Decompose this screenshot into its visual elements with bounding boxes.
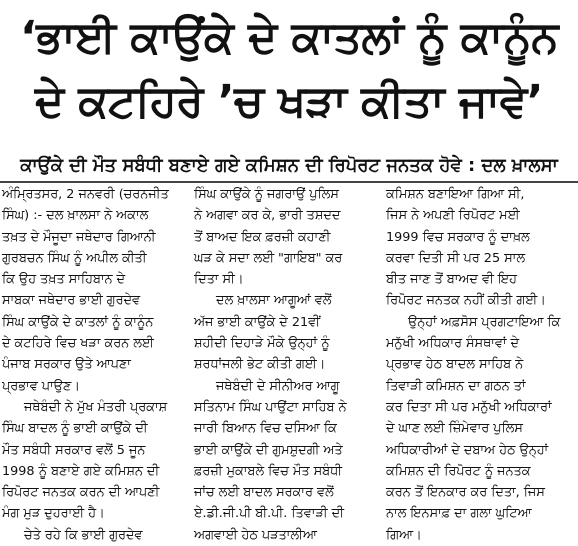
article-columns <box>2 184 576 543</box>
article-line: 1998 ਨੂੰ ਬਣਾਏ ਗਏ ਕਮਿਸ਼ਨ ਦੀ <box>2 463 160 479</box>
article-line: ਸਿੰਘ ਕਾਉਂਕੇ ਨੂੰ ਜਗਰਾਉਂ ਪੁਲਿਸ <box>194 187 339 202</box>
article-line: ਦਿਤਾ ਸੀ। <box>194 272 244 288</box>
article-line: ਨੇ ਅਗਵਾ ਕਰ ਕੇ, ਭਾਰੀ ਤਸ਼ਦਦ <box>194 208 341 224</box>
article-line: ਉਨ੍ਹਾਂ ਅਫ਼ਸੋਸ ਪ੍ਰਗਟਾਇਆ ਕਿ <box>408 314 561 330</box>
article-line: ਅਧਿਕਾਰੀਆਂ ਦੇ ਦਬਾਅ ਹੇਠ ਉਨ੍ਹਾਂ <box>386 442 549 458</box>
article-line: ਕਰਵਾ ਦਿਤੀ ਸੀ ਪਰ 25 ਸਾਲ <box>386 250 525 266</box>
headline-line-1: ‘ਭਾਈ ਕਾਉਂਕੇ ਦੇ ਕਾਤਲਾਂ ਨੂੰ ਕਾਨੂੰਨ <box>20 12 558 63</box>
article-column-3 <box>386 184 575 546</box>
article-line: ਕਰ ਦਿਤਾ ਸੀ ਪਰ ਮਨੁੱਖੀ ਅਧਿਕਾਰਾਂ <box>386 399 552 415</box>
article-column-1 <box>2 184 191 546</box>
article-line: ਦੇ ਕਟਹਿਰੇ ਵਿਚ ਖੜਾ ਕਰਨ ਲਈ <box>2 336 154 352</box>
article-line: ਕਰਨ ਤੋਂ ਇਨਕਾਰ ਕਰ ਦਿਤਾ, ਜਿਸ <box>386 485 545 501</box>
article-line: ਗਿਆ। <box>386 527 422 543</box>
article-line: ਮੌਤ ਸਬੰਧੀ ਸਰਕਾਰ ਵਲੋਂ 5 ਜੂਨ <box>2 442 146 458</box>
article-line: ਸਿੰਘ) :- ਦਲ ਖ਼ਾਲਸਾ ਨੇ ਅਕਾਲ <box>2 208 149 224</box>
article-line: ਏ.ਡੀ.ਜੀ.ਪੀ ਬੀ.ਪੀ. ਤਿਵਾੜੀ ਦੀ <box>194 506 344 522</box>
article-line: ਰਿਪੋਰਟ ਜਨਤਕ ਕਰਨ ਦੀ ਆਪਣੀ <box>2 485 160 501</box>
article-line: ਮਨੁੱਖੀ ਅਧਿਕਾਰ ਸੰਸਥਾਵਾਂ ਦੇ <box>386 336 520 352</box>
article-line: ਤੋਂ ਬਾਅਦ ਇਕ ਫ਼ਰਜ਼ੀ ਕਹਾਣੀ <box>194 229 331 245</box>
article-line: ਪ੍ਰਭਾਵ ਪਾਉਣ। <box>2 378 80 394</box>
article-line: ਕਮਿਸ਼ਨ ਬਣਾਇਆ ਗਿਆ ਸੀ, <box>386 187 525 202</box>
article-line: ਕਮਿਸ਼ਨ ਦੀ ਰਿਪੋਰਟ ਨੂੰ ਜਨਤਕ <box>386 463 531 479</box>
article-line: ਅੱਜ ਭਾਈ ਕਾਉਂਕੇ ਦੇ 21ਵੀਂ <box>194 314 320 330</box>
article-line: ਜਾਰੀ ਬਿਆਨ ਵਿਚ ਦਸਿਆ ਕਿ <box>194 421 337 437</box>
article-line: ਫ਼ਰਜ਼ੀ ਮੁਕਾਬਲੇ ਵਿਚ ਮੌਤ ਸਬੰਧੀ <box>194 463 343 479</box>
article-line: ਜਥੇਬੰਦੀ ਦੇ ਸੀਨੀਅਰ ਆਗੂ <box>216 378 340 394</box>
article-line: ਅੰਮ੍ਰਿਤਸਰ, 2 ਜਨਵਰੀ (ਚਰਨਜੀਤ <box>2 187 169 202</box>
article-line: ਤਿਵਾੜੀ ਕਮਿਸ਼ਨ ਦਾ ਗਠਨ ਤਾਂ <box>386 378 526 394</box>
article-line: ਸ਼ਹੀਦੀ ਦਿਹਾੜੇ ਮੌਕੇ ਉਨ੍ਹਾਂ ਨੂੰ <box>194 336 330 352</box>
article-line: ਸਤਿਨਾਮ ਸਿੰਘ ਪਾਉਂਟਾ ਸਾਹਿਬ ਨੇ <box>194 399 347 415</box>
article-line: ਜਿਸ ਨੇ ਅਪਣੀ ਰਿਪੋਰਟ ਮਈ <box>386 208 520 224</box>
divider-rule <box>0 181 578 183</box>
article-line: ਦਲ ਖ਼ਾਲਸਾ ਆਗੂਆਂ ਵਲੋਂ <box>216 293 332 309</box>
article-line: ਗੁਰਬਚਨ ਸਿੰਘ ਨੂੰ ਅਪੀਲ ਕੀਤੀ <box>2 250 147 266</box>
article-line: ਤਖ਼ਤ ਦੇ ਮੌਜੂਦਾ ਜਥੇਦਾਰ ਗਿਆਨੀ <box>2 229 156 245</box>
article-line: ਸਾਬਕਾ ਜਥੇਦਾਰ ਭਾਈ ਗੁਰਦੇਵ <box>2 293 140 309</box>
article-line: ਚੇਤੇ ਰਹੇ ਕਿ ਭਾਈ ਗੁਰਦੇਵ <box>24 527 143 543</box>
article-line: ਘੜ ਕੇ ਸਦਾ ਲਈ "ਗਾਇਬ" ਕਰ <box>194 250 343 266</box>
article-line: ਦੇ ਘਾਣ ਲਈ ਜ਼ਿੰਮੇਵਾਰ ਪੁਲਿਸ <box>386 421 523 437</box>
article-line: ਕਿ ਉਹ ਤਖ਼ਤ ਸਾਹਿਬਾਨ ਦੇ <box>2 272 126 288</box>
article-line: ਭਾਈ ਕਾਉਂਕੇ ਦੀ ਗੁਮਸ਼ੁਦਗੀ ਅਤੇ <box>194 442 343 458</box>
article-line: ਬੀਤ ਜਾਣ ਤੋਂ ਬਾਅਦ ਵੀ ਇਹ <box>386 272 517 288</box>
article-line: ਜਥੇਬੰਦੀ ਨੇ ਮੁੱਖ ਮੰਤਰੀ ਪ੍ਰਕਾਸ਼ <box>24 399 168 415</box>
article-line: ਪ੍ਰਭਾਵ ਹੇਠ ਬਾਦਲ ਸਾਹਿਬ ਨੇ <box>386 357 524 373</box>
headline <box>8 6 570 148</box>
article-line: ਪੰਜਾਬ ਸਰਕਾਰ ਉਤੇ ਆਪਣਾ <box>2 357 131 373</box>
article-line: ਸ਼ਰਧਾਂਜਲੀ ਭੇਟ ਕੀਤੀ ਗਈ। <box>194 357 326 373</box>
headline-line-2: ਦੇ ਕਟਹਿਰੇ ’ਚ ਖੜਾ ਕੀਤਾ ਜਾਵੇ’ <box>34 76 544 127</box>
article-line: 1999 ਵਿਚ ਸਰਕਾਰ ਨੂੰ ਦਾਖ਼ਲ <box>386 229 530 245</box>
article-line: ਰਿਪੋਰਟ ਜਨਤਕ ਨਹੀਂ ਕੀਤੀ ਗਈ। <box>386 293 546 309</box>
article-line: ਮੰਗ ਮੁੜ ਦੁਹਰਾਈ ਹੈ। <box>2 506 105 522</box>
article-line: ਜਾਂਚ ਲਈ ਬਾਦਲ ਸਰਕਾਰ ਵਲੋਂ <box>194 485 334 501</box>
article-line: ਸਿੰਘ ਕਾਉਂਕੇ ਦੇ ਕਾਤਲਾਂ ਨੂੰ ਕਾਨੂੰਨ <box>2 314 154 330</box>
article-line: ਅਗਵਾਈ ਹੇਠ ਪੜਤਾਲੀਆ <box>194 527 317 543</box>
subheadline: ਕਾਉਂਕੇ ਦੀ ਮੌਤ ਸਬੰਧੀ ਬਣਾਏ ਗਏ ਕਮਿਸ਼ਨ ਦੀ ਰਿਪੋਰਟ ਜਨਤਕ ਹੋਵੇ : ਦਲ ਖ਼ਾਲਸਾ <box>20 155 558 176</box>
article-line: ਨਾਲ ਇਨਸਾਫ਼ ਦਾ ਗਲਾ ਘੁਟਿਆ <box>386 506 532 522</box>
article-line: ਸਿੰਘ ਬਾਦਲ ਨੂੰ ਭਾਈ ਕਾਉਂਕੇ ਦੀ <box>2 421 148 437</box>
article-column-2 <box>194 184 383 546</box>
